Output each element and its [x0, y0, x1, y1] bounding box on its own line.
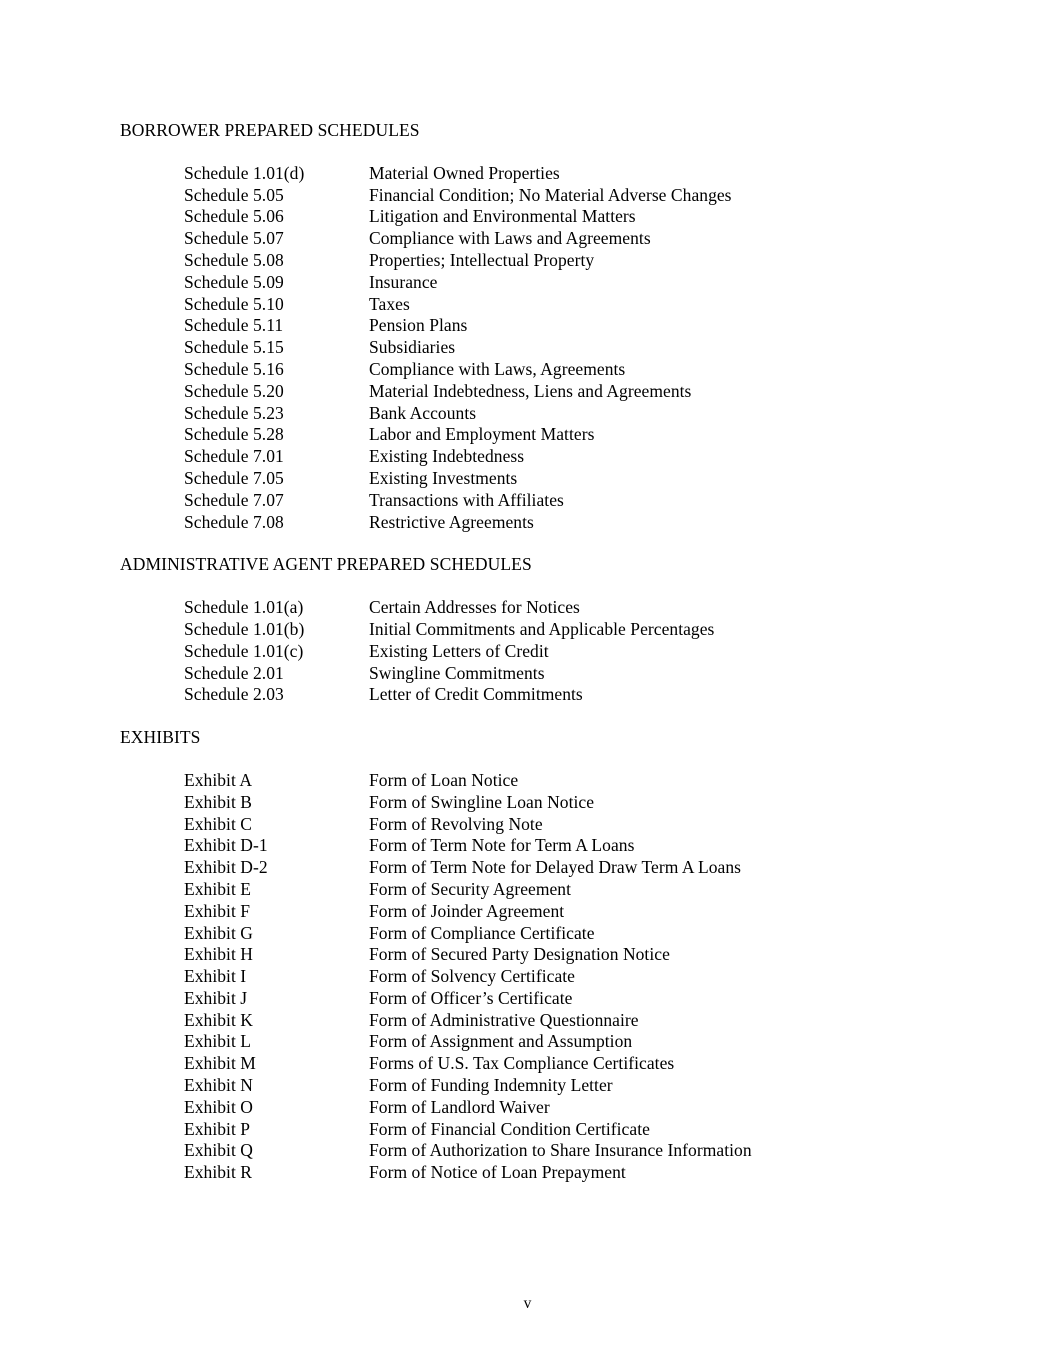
entry-description: Existing Letters of Credit: [369, 640, 549, 661]
entry-description: Form of Term Note for Term A Loans: [369, 835, 635, 856]
entry-description: Form of Term Note for Delayed Draw Term A Loans: [369, 857, 742, 878]
list-item: [120, 879, 935, 901]
entry-label: Schedule 7.05: [184, 467, 284, 488]
list-item: [120, 901, 935, 923]
entry-label: Exhibit O: [184, 1096, 253, 1117]
list-item: [120, 1010, 935, 1032]
entry-label: Exhibit D-1: [184, 835, 268, 856]
entry-list: [120, 597, 935, 706]
entry-description: Form of Compliance Certificate: [369, 922, 595, 943]
entry-description: Existing Investments: [369, 467, 518, 488]
document-section: [120, 727, 935, 1184]
list-item: [120, 163, 935, 185]
document-section: [120, 120, 935, 554]
list-item: [120, 1031, 935, 1053]
list-item: [120, 1162, 935, 1184]
entry-description: Pension Plans: [369, 315, 468, 336]
entry-label: Exhibit D-2: [184, 857, 268, 878]
section-heading: EXHIBITS: [120, 727, 201, 748]
entry-description: Form of Authorization to Share Insurance Information: [369, 1140, 752, 1161]
entry-label: Schedule 1.01(d): [184, 162, 305, 183]
entry-description: Form of Joinder Agreement: [369, 900, 565, 921]
entry-label: Schedule 2.03: [184, 684, 284, 705]
entry-description: Forms of U.S. Tax Compliance Certificates: [369, 1053, 675, 1074]
entry-list: [120, 163, 935, 534]
entry-list: [120, 770, 935, 1184]
entry-label: Exhibit G: [184, 922, 253, 943]
entry-label: Exhibit B: [184, 791, 253, 812]
list-item: [120, 250, 935, 272]
entry-label: Exhibit P: [184, 1118, 251, 1139]
entry-description: Transactions with Affiliates: [369, 489, 564, 510]
list-item: [120, 597, 935, 619]
entry-label: Schedule 5.16: [184, 358, 284, 379]
entry-description: Bank Accounts: [369, 402, 477, 423]
entry-description: Litigation and Environmental Matters: [369, 206, 636, 227]
entry-description: Form of Financial Condition Certificate: [369, 1118, 650, 1139]
entry-label: Schedule 1.01(b): [184, 618, 305, 639]
list-item: [120, 966, 935, 988]
entry-description: Insurance: [369, 271, 438, 292]
list-item: [120, 641, 935, 663]
entry-description: Form of Security Agreement: [369, 878, 572, 899]
entry-label: Schedule 5.09: [184, 271, 284, 292]
list-item: [120, 490, 935, 512]
list-item: [120, 770, 935, 792]
list-item: [120, 337, 935, 359]
entry-label: Schedule 5.10: [184, 293, 284, 314]
list-item: [120, 814, 935, 836]
spacer: [120, 576, 935, 597]
entry-description: Properties; Intellectual Property: [369, 249, 595, 270]
entry-description: Labor and Employment Matters: [369, 424, 595, 445]
entry-label: Schedule 1.01(c): [184, 640, 304, 661]
entry-label: Schedule 5.11: [184, 315, 284, 336]
entry-description: Form of Notice of Loan Prepayment: [369, 1162, 626, 1183]
list-item: [120, 684, 935, 706]
entry-description: Subsidiaries: [369, 337, 456, 358]
entry-description: Certain Addresses for Notices: [369, 597, 580, 618]
entry-label: Schedule 7.01: [184, 446, 284, 467]
list-item: [120, 272, 935, 294]
entry-label: Exhibit E: [184, 878, 252, 899]
list-item: [120, 988, 935, 1010]
entry-label: Schedule 5.15: [184, 337, 284, 358]
entry-label: Exhibit K: [184, 1009, 253, 1030]
entry-label: Schedule 1.01(a): [184, 597, 304, 618]
entry-description: Form of Landlord Waiver: [369, 1096, 550, 1117]
entry-description: Taxes: [369, 293, 410, 314]
entry-label: Exhibit R: [184, 1162, 253, 1183]
entry-label: Schedule 5.28: [184, 424, 284, 445]
entry-description: Initial Commitments and Applicable Percentages: [369, 618, 715, 639]
list-item: [120, 228, 935, 250]
section-heading: ADMINISTRATIVE AGENT PREPARED SCHEDULES: [120, 554, 532, 575]
list-item: [120, 294, 935, 316]
sections-container: [120, 120, 935, 1184]
list-item: [120, 185, 935, 207]
entry-label: Exhibit Q: [184, 1140, 253, 1161]
list-item: [120, 468, 935, 490]
list-item: [120, 857, 935, 879]
list-item: [120, 835, 935, 857]
list-item: [120, 944, 935, 966]
entry-description: Form of Swingline Loan Notice: [369, 791, 595, 812]
section-heading: BORROWER PREPARED SCHEDULES: [120, 120, 420, 140]
list-item: [120, 792, 935, 814]
list-item: [120, 206, 935, 228]
entry-label: Exhibit I: [184, 966, 247, 987]
entry-label: Schedule 5.06: [184, 206, 284, 227]
entry-label: Schedule 7.07: [184, 489, 284, 510]
entry-description: Form of Assignment and Assumption: [369, 1031, 633, 1052]
list-item: [120, 1140, 935, 1162]
entry-description: Existing Indebtedness: [369, 446, 525, 467]
entry-label: Exhibit A: [184, 769, 253, 790]
entry-label: Schedule 7.08: [184, 511, 284, 532]
list-item: [120, 446, 935, 468]
document-section: [120, 554, 935, 727]
entry-label: Exhibit N: [184, 1075, 253, 1096]
list-item: [120, 663, 935, 685]
list-item: [120, 381, 935, 403]
list-item: [120, 1075, 935, 1097]
entry-description: Form of Solvency Certificate: [369, 966, 575, 987]
entry-label: Schedule 5.07: [184, 228, 284, 249]
spacer: [120, 142, 935, 163]
entry-label: Exhibit C: [184, 813, 253, 834]
list-item: [120, 424, 935, 446]
entry-label: Exhibit H: [184, 944, 253, 965]
list-item: [120, 315, 935, 337]
list-item: [120, 619, 935, 641]
list-item: [120, 1097, 935, 1119]
entry-description: Material Indebtedness, Liens and Agreements: [369, 380, 692, 401]
entry-label: Exhibit F: [184, 900, 251, 921]
entry-label: Schedule 5.20: [184, 380, 284, 401]
list-item: [120, 403, 935, 425]
entry-label: Exhibit L: [184, 1031, 252, 1052]
entry-label: Schedule 2.01: [184, 662, 284, 683]
entry-description: Form of Funding Indemnity Letter: [369, 1075, 613, 1096]
entry-description: Material Owned Properties: [369, 162, 560, 183]
entry-description: Swingline Commitments: [369, 662, 545, 683]
entry-label: Exhibit J: [184, 987, 248, 1008]
page-number: v: [523, 1295, 532, 1312]
entry-description: Form of Secured Party Designation Notice: [369, 944, 670, 965]
list-item: [120, 923, 935, 945]
entry-description: Letter of Credit Commitments: [369, 684, 583, 705]
entry-label: Schedule 5.05: [184, 184, 284, 205]
list-item: [120, 359, 935, 381]
spacer: [120, 533, 935, 554]
entry-description: Form of Revolving Note: [369, 813, 543, 834]
entry-label: Exhibit M: [184, 1053, 256, 1074]
list-item: [120, 512, 935, 534]
entry-description: Compliance with Laws, Agreements: [369, 358, 626, 379]
entry-description: Compliance with Laws and Agreements: [369, 228, 651, 249]
list-item: [120, 1053, 935, 1075]
entry-description: Form of Officer’s Certificate: [369, 987, 573, 1008]
entry-label: Schedule 5.08: [184, 249, 284, 270]
spacer: [120, 706, 935, 727]
entry-description: Form of Loan Notice: [369, 769, 519, 790]
spacer: [120, 749, 935, 770]
entry-description: Financial Condition; No Material Adverse Changes: [369, 184, 732, 205]
entry-description: Restrictive Agreements: [369, 511, 534, 532]
entry-label: Schedule 5.23: [184, 402, 284, 423]
list-item: [120, 1119, 935, 1141]
entry-description: Form of Administrative Questionnaire: [369, 1009, 639, 1030]
